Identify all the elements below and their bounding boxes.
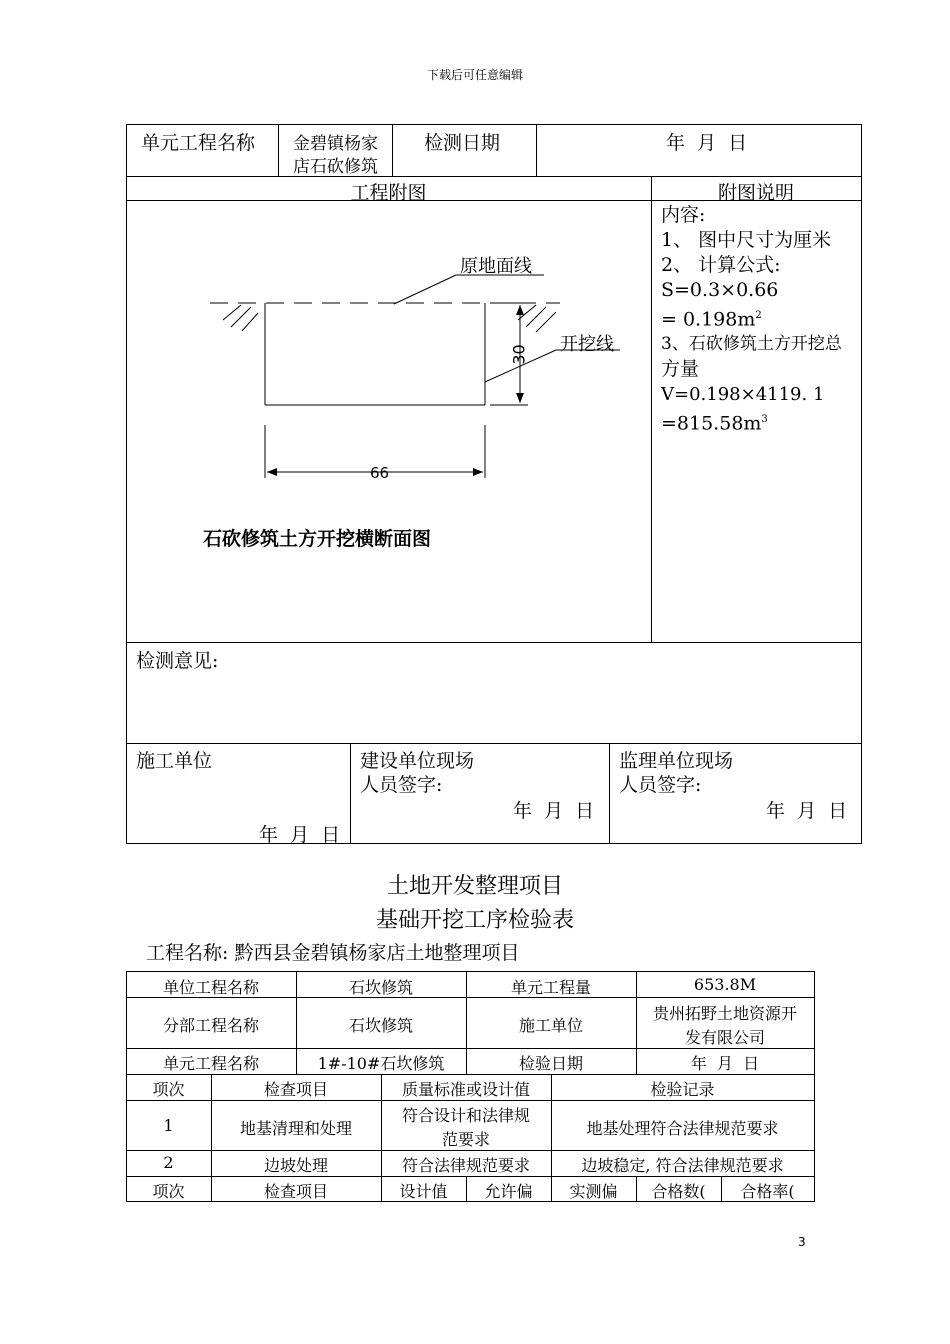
item-2-standard: 符合法律规范要求 — [401, 1156, 530, 1175]
col-check-item: 检查项目 — [263, 1080, 328, 1099]
unit-quantity-value: 653.8M — [693, 975, 757, 994]
col-record: 检验记录 — [650, 1080, 715, 1099]
col2-design-value: 设计值 — [399, 1182, 448, 1201]
attach-notes — [661, 203, 842, 437]
col2-pass-rate: 合格率( — [740, 1182, 795, 1201]
supervisor-sign-label: 监理单位现场 — [619, 750, 734, 772]
notes-volume-result: $=815.58m^3$ — [661, 412, 768, 435]
builder-unit-value-cont: 发有限公司 — [684, 1028, 765, 1047]
col2-allowed-deviation: 允许偏 — [484, 1182, 533, 1201]
col2-pass-count: 合格数( — [651, 1182, 706, 1201]
check-date-value: 年 月 日 — [666, 132, 748, 154]
notes-content-label: 内容: — [661, 204, 706, 226]
header-note: 下载后可任意编辑 — [426, 68, 523, 82]
unit-project-label: 单位工程名称 — [162, 978, 259, 997]
notes-formula-area: S=0.3×0.66 — [661, 279, 779, 301]
item-1-standard: 符合设计和法律规 — [401, 1106, 530, 1125]
section-subtitle: 基础开挖工序检验表 — [375, 908, 574, 933]
builder-sign-label-cont: 人员签字: — [360, 774, 443, 796]
item-1-standard-cont: 范要求 — [441, 1130, 490, 1149]
attach-label: 工程附图 — [350, 182, 427, 204]
cross-section-diagram — [126, 200, 651, 642]
item-1-no: 1 — [163, 1116, 174, 1135]
builder-sign-label: 建设单位现场 — [360, 750, 475, 772]
builder-unit-label: 施工单位 — [518, 1016, 583, 1035]
item-2-record: 边坡稳定, 符合法律规范要求 — [581, 1156, 784, 1175]
col-standard: 质量标准或设计值 — [401, 1080, 530, 1099]
unit-name-value-cont: 店石砍修筑 — [293, 157, 378, 177]
sub-project-label: 分部工程名称 — [162, 1016, 259, 1035]
unit-quantity-label: 单元工程量 — [510, 978, 591, 997]
notes-item-2: 2、 计算公式: — [661, 254, 781, 276]
inspection-date-label: 检验日期 — [518, 1054, 583, 1073]
notes-item-3: 3、石砍修筑土方开挖总 — [661, 334, 842, 355]
unit-project-value: 石坎修筑 — [348, 978, 413, 997]
builder-unit-value: 贵州拓野土地资源开 — [652, 1004, 797, 1023]
unit-name-label: 单元工程名称 — [141, 132, 256, 154]
element-project-value: 1#-10#石坎修筑 — [317, 1054, 445, 1073]
section-title: 土地开发整理项目 — [386, 874, 563, 899]
opinion-label: 检测意见: — [136, 650, 219, 672]
width-dimension-label: 66 — [370, 464, 390, 482]
construction-unit-label: 施工单位 — [136, 750, 213, 772]
inspection-date-value: 年 月 日 — [690, 1054, 760, 1073]
supervisor-date: 年 月 日 — [766, 800, 848, 822]
excavation-line-label: 开挖线 — [560, 334, 614, 355]
diagram-title: 石砍修筑土方开挖横断面图 — [203, 528, 432, 550]
notes-area-result: = $0.198m^2$ — [661, 308, 762, 331]
element-project-label: 单元工程名称 — [162, 1054, 259, 1073]
construction-date: 年 月 日 — [259, 824, 341, 846]
col-item-no: 项次 — [152, 1080, 185, 1099]
supervisor-sign-label-cont: 人员签字: — [619, 774, 702, 796]
project-name: 工程名称: 黔西县金碧镇杨家店土地整理项目 — [146, 942, 520, 964]
col2-check-item: 检查项目 — [263, 1182, 328, 1201]
col2-measured-deviation: 实测偏 — [569, 1182, 618, 1201]
item-2-check: 边坡处理 — [263, 1156, 328, 1175]
page-number: 3 — [798, 1235, 806, 1249]
item-1-record: 地基处理符合法律规范要求 — [586, 1119, 779, 1138]
notes-volume-formula: V=0.198×4119. 1 — [661, 384, 825, 406]
notes-item-1: 1、 图中尺寸为厘米 — [661, 229, 832, 251]
notes-item-3-cont: 方量 — [661, 358, 700, 381]
depth-dimension-label: 30 — [509, 344, 529, 365]
check-date-label: 检测日期 — [424, 132, 501, 154]
attach-note-label: 附图说明 — [717, 182, 794, 204]
builder-date: 年 月 日 — [513, 800, 595, 822]
unit-name-value: 金碧镇杨家 — [293, 134, 378, 154]
ground-line-label: 原地面线 — [460, 256, 532, 277]
item-1-check: 地基清理和处理 — [239, 1119, 352, 1138]
sub-project-value: 石坎修筑 — [348, 1016, 413, 1035]
col2-item-no: 项次 — [152, 1182, 185, 1201]
item-2-no: 2 — [163, 1153, 174, 1172]
